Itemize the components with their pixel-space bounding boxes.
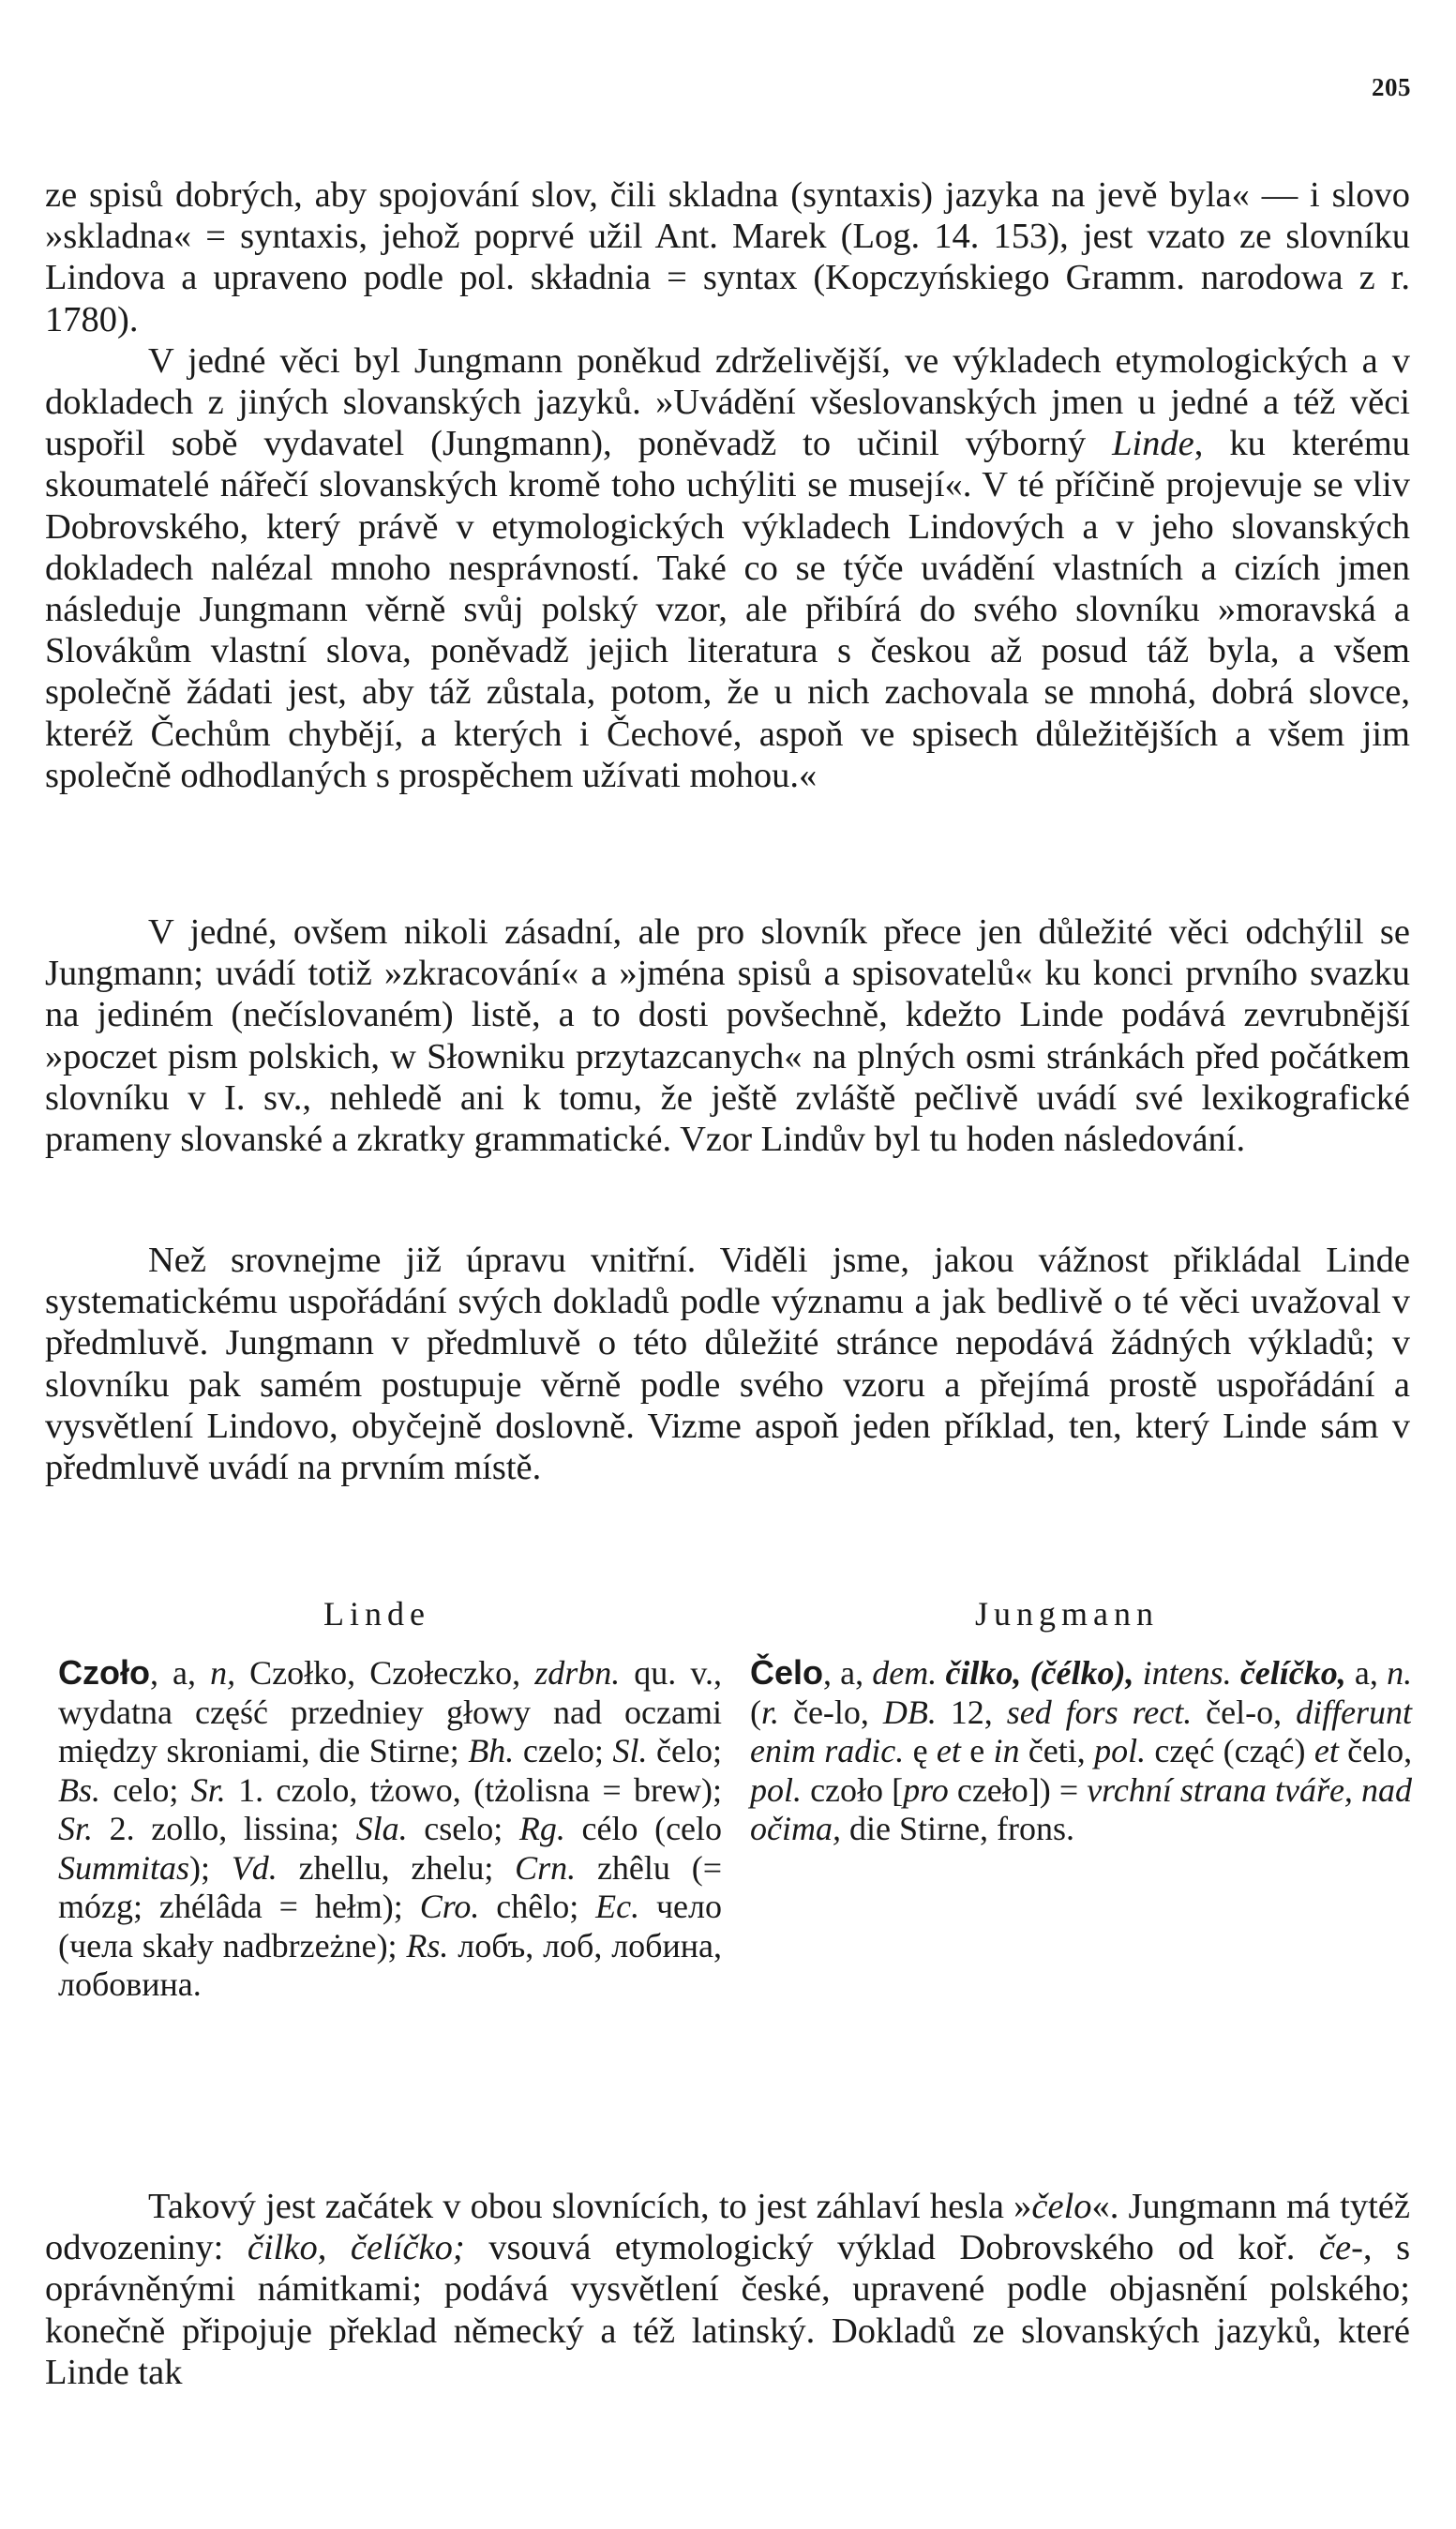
entry-text: czoło [ <box>810 1770 904 1809</box>
entry-text: četi, <box>1028 1732 1086 1769</box>
column-heading-linde: Linde <box>323 1595 430 1633</box>
entry-latin-note: in <box>993 1732 1020 1769</box>
headword-celo: Čelo <box>750 1653 824 1692</box>
entry-latin-note: et <box>1313 1732 1339 1769</box>
entry-text: čel-o, <box>1206 1693 1283 1731</box>
entry-german-gloss: die Stirne, <box>848 1810 988 1847</box>
root-reference: če-, <box>1318 2228 1373 2268</box>
entry-text: 2. zollo, lissina; <box>109 1810 339 1847</box>
entry-text: 12, <box>950 1693 993 1731</box>
entry-text: 1. czolo, tżowo, (tżolisna = brew); <box>238 1770 723 1809</box>
text-block-middle <box>45 911 1410 1160</box>
entry-abbrev: intens. <box>1142 1654 1232 1692</box>
entry-abbrev: n. <box>1387 1654 1413 1692</box>
headword-reference: čelo <box>1031 2187 1092 2226</box>
entry-latin-note: sed fors rect. <box>1006 1693 1193 1731</box>
entry-derivative: čilko, (čélko), <box>945 1654 1134 1692</box>
entry-abbrev: pol. <box>750 1770 803 1809</box>
entry-abbrev: pol. <box>1094 1732 1147 1769</box>
entry-text: , a, <box>149 1654 197 1692</box>
entry-text: celo; <box>113 1770 179 1809</box>
paragraph-etymology-part-2: , ku kterému skoumatelé nářečí slovanských kromě toho uchýliti se musejí«. V té příčině projevuje se vliv Dobrovského, který právě v etymologických výkladech Lindových a v jeho slovanských dokladech nalézal mnoho nesprávností. Také co se týče uvádění vlastních a cizích jmen následuje Jungmann věrně svůj polský vzor, ale přibírá do svého slovníku »moravská a Slovákům vlastní slova, poněvadž jejich literatura s českou až posud táž byla, a všem společně žádati jest, aby táž zůstala, potom, že u nich zachovala se mnohá, dobrá slovce, kteréž Čechům chybějí, a kterých i Čechové, aspoň ve spisech důležitějších a všem jim společně odhodlaných s prospěchem užívati mohou.« <box>45 424 1411 795</box>
entry-german-gloss: die Stirne <box>319 1732 450 1769</box>
entry-latin-note: pro <box>903 1770 949 1809</box>
entry-text: ; <box>449 1732 459 1769</box>
headword-czolo: Czoło <box>58 1653 150 1692</box>
entry-text: ( <box>750 1693 761 1731</box>
entry-text: e <box>969 1732 985 1769</box>
paragraph-abbreviations: V jedné, ovšem nikoli zásadní, ale pro slovník přece jen důležité věci odchýlil se Jungmann; uvádí totiž »zkracování« a »jména spisů a spisovatelů« ku konci prvního svazku na jediném (nečíslovaném) listě, a to dosti povšechně, kdežto Linde podává zevrubnější »poczet pism polskich, w Słowniku przytazcanych« na plných osmi stránkách před počátkem slovníku v I. sv., nehledě ani k tomu, že ještě zvláště pečlivě uvádí své lexikografické prameny slovanské a zkratky grammatické. Vzor Lindův byl tu hoden následování. <box>45 912 1410 1160</box>
entry-text: czeło]) = <box>956 1770 1079 1809</box>
entry-abbrev: Vd. <box>231 1848 278 1887</box>
entry-latin-note: et <box>936 1732 961 1769</box>
entry-abbrev: Bs. <box>58 1770 100 1809</box>
entry-abbrev: Crn. <box>515 1848 577 1887</box>
paragraph-comparison-part: s oprávněnými námitkami; podává vysvětlení české, upravené podle objasnění polského; konečně připojuje překlad německý a též latinský. Dokladů ze slovanských jazyků, které Linde tak <box>45 2228 1411 2392</box>
entry-abbrev: Sla. <box>355 1810 408 1847</box>
entry-text: célo (celo <box>581 1810 723 1847</box>
entry-text: лобъ, лоб, лобина, лобовина. <box>58 1926 722 2003</box>
entry-czech-gloss: vrchní strana tváře, nad očima, <box>750 1770 1412 1847</box>
paragraph-comparison-part: vsouvá etymologický výklad Dobrovského od koř. <box>488 2228 1296 2268</box>
entry-text: čelo, <box>1347 1732 1413 1769</box>
paragraph-syntax: ze spisů dobrých, aby spojování slov, čili skladna (syntaxis) jazyka na jevě byla« — i slovo »skladna« = syntaxis, jehož poprvé užil Ant. Marek (Log. 14. 153), jest vzato ze slovníku Lindova a upraveno podle pol. składnia = syntax (Kopczyńskiego Gramm. narodowa z r. 1780). <box>45 175 1410 339</box>
text-block-top <box>45 174 1410 796</box>
paragraph-comparison-part: «. Jungmann má tytéž odvozeniny: <box>45 2187 1410 2268</box>
entry-text: qu. v., wydatna część przedniey głowy nad oczami między skroniami, <box>58 1654 723 1769</box>
derivatives-reference: čilko, čelíčko; <box>247 2228 465 2268</box>
paragraph-etymology <box>45 340 1410 796</box>
entry-text: zhellu, zhelu; <box>298 1848 494 1887</box>
entry-abbrev: Rg. <box>518 1810 565 1847</box>
entry-text: zhêlu (= mózg; zhélâda = hełm); <box>58 1848 722 1925</box>
entry-text: chêlo; <box>496 1888 579 1925</box>
entry-text: a, <box>1354 1654 1378 1692</box>
entry-latin-gloss: Summitas <box>58 1848 190 1887</box>
entry-abbrev: DB. <box>882 1693 937 1731</box>
entry-abbrev: zdrbn. <box>534 1654 621 1692</box>
entry-text: częć (cząć) <box>1154 1732 1306 1769</box>
entry-latin-gloss: frons. <box>996 1810 1074 1847</box>
entry-text: čelo; <box>656 1732 723 1769</box>
entry-abbrev: dem. <box>872 1654 938 1692</box>
entry-abbrev: n, <box>210 1654 236 1692</box>
entry-text: ); <box>189 1848 211 1887</box>
column-heading-jungmann: Jungmann <box>975 1595 1159 1633</box>
entry-abbrev: Sr. <box>190 1770 226 1809</box>
entry-abbrev: Rs. <box>406 1926 449 1964</box>
entry-abbrev: Bh. <box>468 1732 515 1769</box>
paragraph-comparison-part: Takový jest začátek v obou slovnících, to jest záhlaví hesla » <box>148 2187 1032 2226</box>
paragraph-comparison <box>45 2186 1410 2393</box>
entry-text: če-lo, <box>792 1693 869 1731</box>
entry-text: чело (чела skały nadbrzeżne); <box>58 1888 722 1964</box>
linde-italic-name: Linde <box>1112 424 1194 464</box>
entry-text: cselo; <box>424 1810 503 1847</box>
dictionary-entry-linde <box>58 1653 722 2005</box>
entry-latin-note: differunt enim radic. <box>750 1693 1413 1769</box>
text-block-bottom <box>45 2186 1410 2393</box>
entry-text: ę <box>912 1732 928 1769</box>
paragraph-arrangement: Než srovnejme již úpravu vnitřní. Viděli jsme, jakou vážnost přikládal Linde systematickému uspořádání svých dokladů podle významu a jak bedlivě o té věci uvažoval v předmluvě. Jungmann v předmluvě o této důležité stránce nepodává žádných výkladů; v slovníku pak samém postupuje věrně podle svého vzoru a přejímá prostě uspořádání a vysvětlení Lindovo, obyčejně doslovně. Vizme aspoň jeden příklad, ten, který Linde sám v předmluvě uvádí na prvním místě. <box>45 1241 1410 1488</box>
entry-abbrev: Ec. <box>595 1888 640 1925</box>
entry-text: Czołko, Czołeczko, <box>249 1654 521 1692</box>
entry-text: czelo; <box>522 1732 604 1769</box>
entry-abbrev: Sl. <box>612 1732 648 1769</box>
entry-derivative: čelíčko, <box>1239 1654 1346 1692</box>
entry-abbrev: r. <box>761 1693 780 1731</box>
entry-text: , a, <box>823 1654 864 1692</box>
paragraph-etymology-part-1: V jedné věci byl Jungmann poněkud zdrželivější, ve výkladech etymologických a v dokladech z jiných slovanských jazyků. »Uvádění všeslovanských jmen u jedné a též věci uspořil sobě vydavatel (Jungmann), poněvadž to učinil výborný <box>45 340 1410 464</box>
text-block-arrangement <box>45 1240 1410 1488</box>
entry-abbrev: Cro. <box>419 1888 480 1925</box>
dictionary-entry-jungmann <box>750 1653 1412 1849</box>
entry-abbrev: Sr. <box>58 1810 94 1847</box>
page-number: 205 <box>1372 73 1411 101</box>
